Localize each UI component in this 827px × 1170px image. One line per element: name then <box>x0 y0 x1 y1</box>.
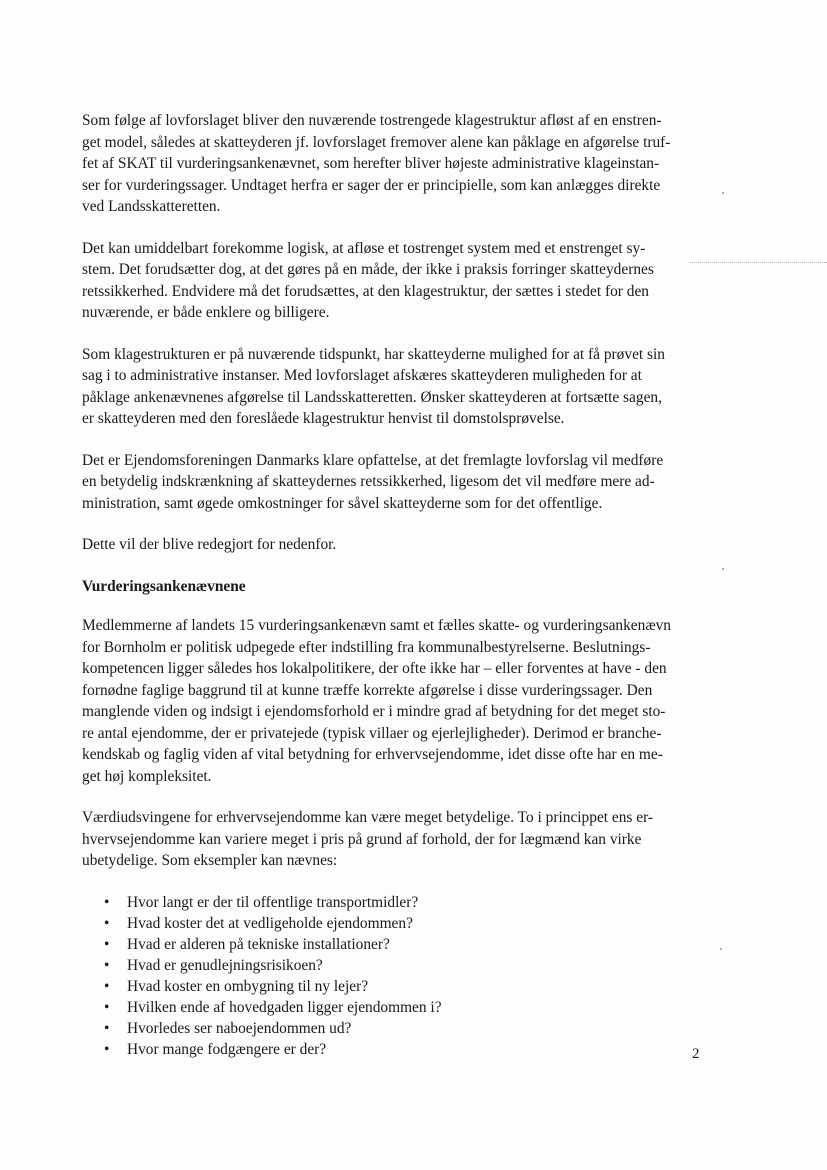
text-line: manglende viden og indsigt i ejendomsforhold er i mindre grad af betydning for det meget sto- <box>82 703 666 720</box>
bullet-icon: • <box>104 935 110 953</box>
text-line: get model, således at skatteyderen jf. lovforslaget fremover alene kan påklage en afgørelse truf- <box>82 133 671 151</box>
text-line: kendskab og faglig viden af vital betydning for erhvervsejendomme, idet disse ofte har en me- <box>82 746 663 763</box>
list-item <box>82 997 722 1018</box>
text-line: kompetencen ligger således hos lokalpolitikere, der ofte ikke har – eller forventes at have - den <box>82 660 667 677</box>
text-line: ubetydelige. Som eksempler kan nævnes: <box>82 852 338 869</box>
text-line: retssikkerhed. Endvidere må det forudsættes, at den klagestruktur, der sættes i stedet for den <box>82 282 649 300</box>
text-line: fet af SKAT til vurderingsankenævnet, som herefter bliver højeste administrative klageinstan- <box>82 155 660 172</box>
paragraph-opfattelse <box>82 450 722 515</box>
text-line: stem. Det forudsætter dog, at det gøres på en måde, der ikke i praksis forringer skatteydernes <box>82 261 654 278</box>
list-item-text: Hvad er alderen på tekniske installationer? <box>127 935 390 953</box>
bullet-icon: • <box>104 998 110 1016</box>
list-item <box>82 1039 722 1060</box>
text-line: ser for vurderingssager. Undtaget herfra er sager der er principielle, som kan anlægges direkte <box>82 176 661 194</box>
bullet-icon: • <box>104 956 110 974</box>
scan-speck <box>720 948 722 950</box>
text-line: Det er Ejendomsforeningen Danmarks klare opfattelse, at det fremlagte lovforslag vil medføre <box>82 451 664 469</box>
list-item <box>82 892 722 913</box>
list-item <box>82 934 722 955</box>
section-heading: Vurderingsankenævnene <box>82 577 246 595</box>
list-item-text: Hvilken ende af hovedgaden ligger ejendommen i? <box>127 998 442 1016</box>
text-line: re antal ejendomme, der er privatejede (typisk villaer og ejerlejligheder). Derimod er branche- <box>82 724 662 742</box>
paragraph-enstrenget <box>82 238 722 324</box>
list-item-text: Hvad er genudlejningsrisikoen? <box>127 956 323 974</box>
text-line: Som følge af lovforslaget bliver den nuværende tostrengede klagestruktur afløst af en enstren- <box>82 112 662 129</box>
text-line: nuværende, er både enklere og billigere. <box>82 304 330 321</box>
text-line: Dette vil der blive redegjort for nedenfor. <box>82 536 337 553</box>
list-item <box>82 1018 722 1039</box>
list-item <box>82 976 722 997</box>
text-line: en betydelig indskrænkning af skatteydernes retssikkerhed, ligesom det vil medføre mere ad- <box>82 473 655 490</box>
text-line: påklage ankenævnenes afgørelse til Landsskatteretten. Ønsker skatteyderen at fortsætte sagen, <box>82 388 662 406</box>
list-item-text: Hvad koster det at vedligeholde ejendommen? <box>127 914 413 932</box>
text-line: Værdiudsvingene for erhvervsejendomme kan være meget betydelige. To i princippet ens er- <box>82 809 654 826</box>
paragraph-klagestruktur <box>82 110 722 218</box>
list-item-text: Hvor mange fodgængere er der? <box>127 1040 327 1058</box>
text-line: fornødne faglige baggrund til at kunne træffe korrekte afgørelse i disse vurderingssager. Den <box>82 681 653 699</box>
scan-speck <box>722 192 724 194</box>
list-item-text: Hvor langt er der til offentlige transportmidler? <box>127 893 419 911</box>
bullet-icon: • <box>104 1040 110 1058</box>
list-item-text: Hvad koster en ombygning til ny lejer? <box>127 977 369 995</box>
text-line: hvervsejendomme kan variere meget i pris på grund af forhold, der for lægmænd kan virke <box>82 830 642 848</box>
scan-artifact-line <box>690 262 827 263</box>
text-line: for Bornholm er politisk udpegede efter indstilling fra kommunalbestyrelserne. Beslutnings- <box>82 638 651 656</box>
list-item-text: Hvorledes ser naboejendommen ud? <box>127 1019 352 1037</box>
text-line: Det kan umiddelbart forekomme logisk, at afløse et tostrenget system med et enstrenget sy- <box>82 239 646 257</box>
text-line: Medlemmerne af landets 15 vurderingsankenævn samt et fælles skatte- og vurderingsankenævn <box>82 617 671 634</box>
text-line: ministration, samt øgede omkostninger for såvel skatteyderne som for det offentlige. <box>82 494 603 512</box>
page-number: 2 <box>692 1046 700 1062</box>
text-line: Som klagestrukturen er på nuværende tidspunkt, har skatteyderne mulighed for at få prøvet sin <box>82 345 665 363</box>
example-list <box>82 892 722 1060</box>
scan-speck <box>722 568 724 570</box>
document-body <box>82 110 722 1060</box>
text-line: get høj kompleksitet. <box>82 767 212 785</box>
text-line: sag i to administrative instanser. Med lovforslaget afskæres skatteyderen muligheden for at <box>82 367 642 384</box>
list-item <box>82 913 722 934</box>
bullet-icon: • <box>104 914 110 932</box>
paragraph-medlemmer <box>82 615 722 787</box>
paragraph-instanser <box>82 344 722 430</box>
bullet-icon: • <box>104 977 110 995</box>
text-line: er skatteyderen med den foreslåede klagestruktur henvist til domstolsprøvelse. <box>82 410 565 427</box>
paragraph-vaerdiudsving <box>82 807 722 872</box>
list-item <box>82 955 722 976</box>
bullet-icon: • <box>104 1019 110 1037</box>
text-line: ved Landsskatteretten. <box>82 198 221 215</box>
bullet-icon: • <box>104 893 110 911</box>
paragraph-redegjort <box>82 534 722 556</box>
